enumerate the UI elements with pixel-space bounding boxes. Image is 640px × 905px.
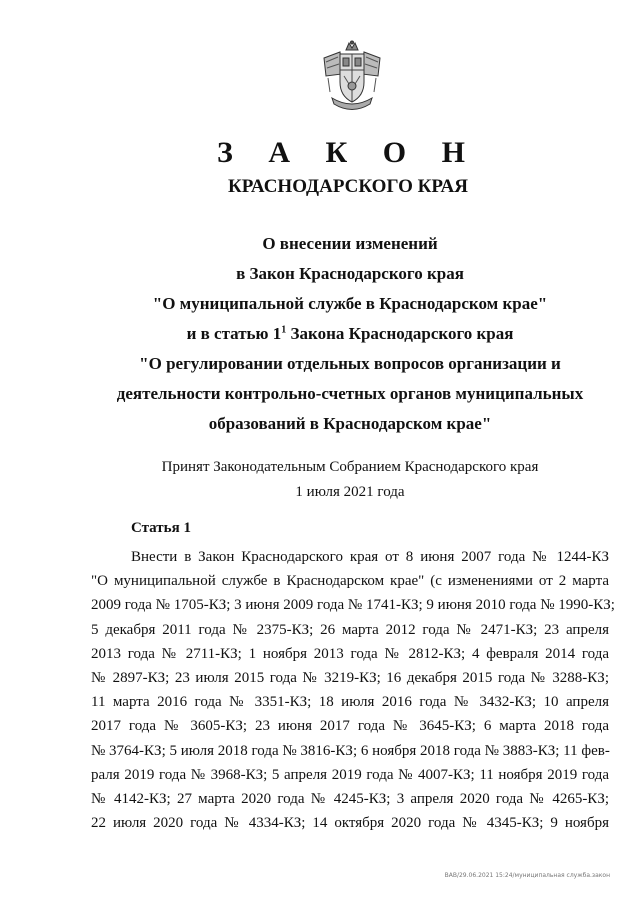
- law-title: [100, 229, 600, 439]
- law-title-line: О внесении изменений: [262, 234, 438, 253]
- issuing-region: КРАСНОДАРСКОГО КРАЯ: [227, 176, 469, 197]
- body-line: "О муниципальной службе в Краснодарском крае" (с изменениями от 2 марта: [91, 573, 609, 590]
- body-line: 5 декабря 2011 года № 2375-КЗ; 26 марта 2012 года № 2471-КЗ; 23 апреля: [91, 621, 609, 638]
- body-line: 2009 года № 1705-КЗ; 3 июня 2009 года № 1741-КЗ; 9 июня 2010 года № 1990-КЗ;: [91, 597, 615, 614]
- body-line: Внести в Закон Краснодарского края от 8 июня 2007 года № 1244-КЗ: [131, 549, 609, 565]
- body-line: раля 2019 года № 3968-КЗ; 5 апреля 2019 года № 4007-КЗ; 11 ноября 2019 года: [91, 766, 609, 783]
- adoption-note: [100, 455, 600, 505]
- body-line: 22 июля 2020 года № 4334-КЗ; 14 октября 2020 года № 4345-КЗ; 9 ноября: [91, 815, 609, 832]
- law-title-line: "О муниципальной службе в Краснодарском крае": [152, 294, 548, 313]
- law-title-line: деятельности контрольно-счетных органов муниципальных: [116, 384, 584, 403]
- law-title-line: в Закон Краснодарского края: [236, 264, 464, 283]
- law-title-line: "О регулировании отдельных вопросов организации и: [139, 354, 561, 373]
- body-line: 2017 года № 3605-КЗ; 23 июня 2017 года № 3645-КЗ; 6 марта 2018 года: [91, 718, 609, 735]
- body-line: 11 марта 2016 года № 3351-КЗ; 18 июля 2016 года № 3432-КЗ; 10 апреля: [91, 694, 609, 711]
- file-footer: ВАВ/29.06.2021 15:24/муниципальная служба.закон: [444, 872, 610, 879]
- document-type-title: З А К О Н: [217, 136, 479, 169]
- article-superscript: 1: [281, 324, 287, 336]
- law-title-fragment: Закона Краснодарского края: [290, 324, 514, 343]
- law-title-line: [100, 319, 600, 349]
- adoption-date: 1 июля 2021 года: [295, 484, 405, 500]
- adoption-body: Принят Законодательным Собранием Краснодарского края: [161, 459, 539, 475]
- law-title-fragment: и в статью 1: [186, 324, 282, 343]
- krasnodar-coat-of-arms-icon: [318, 40, 386, 116]
- body-line: № 4142-КЗ; 27 марта 2020 года № 4245-КЗ; 3 апреля 2020 года № 4265-КЗ;: [91, 791, 609, 808]
- article-body: [91, 545, 615, 835]
- body-line: 2013 года № 2711-КЗ; 1 ноября 2013 года № 2812-КЗ; 4 февраля 2014 года: [91, 645, 609, 662]
- article-heading: Статья 1: [131, 520, 191, 536]
- law-title-line: образований в Краснодарском крае": [208, 414, 492, 433]
- body-line: № 2897-КЗ; 23 июля 2015 года № 3219-КЗ; 16 декабря 2015 года № 3288-КЗ;: [91, 670, 609, 687]
- body-line: № 3764-КЗ; 5 июля 2018 года № 3816-КЗ; 6 ноября 2018 года № 3883-КЗ; 11 фев-: [91, 742, 610, 759]
